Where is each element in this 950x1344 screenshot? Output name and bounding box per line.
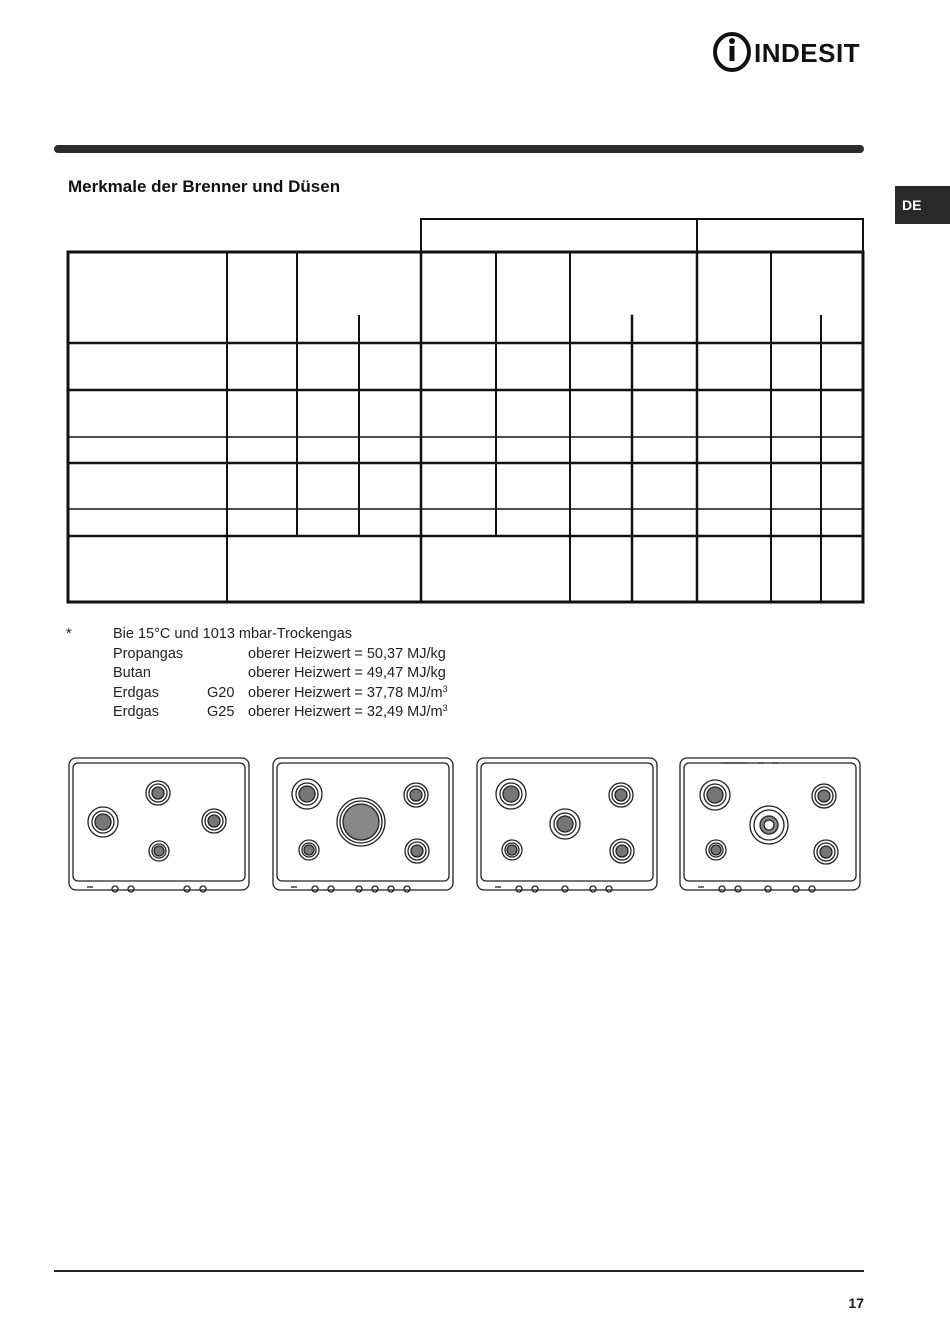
burner-icon [750, 806, 788, 844]
knob-icon [112, 886, 206, 892]
gas-code: G20 [207, 684, 235, 701]
gas-value [248, 684, 448, 704]
burner-icon [550, 809, 580, 839]
table-frame [68, 252, 863, 602]
hob-diagram-3 [475, 755, 659, 895]
gas-value [248, 645, 446, 665]
gas-name: Propangas [113, 645, 184, 662]
section-title: Merkmale der Brenner und Düsen [68, 177, 341, 196]
burner-icon [706, 840, 726, 860]
burner-icon [610, 839, 634, 863]
burner-icon [496, 779, 526, 809]
burner-icon [700, 780, 730, 810]
gas-value [248, 703, 448, 723]
group-header-box [421, 219, 863, 252]
gas-name: Erdgas [113, 704, 159, 720]
footer-rule [54, 1270, 864, 1272]
burner-icon [814, 840, 838, 864]
burner-icon [88, 807, 118, 837]
burner-icon [812, 784, 836, 808]
gas-value [248, 664, 446, 684]
gas-code: G25 [207, 704, 235, 720]
page-number: 17 [848, 1295, 864, 1311]
gas-value-text: oberer Heizwert = 50,37 MJ/kg [248, 645, 446, 662]
svg-text:INDESIT: INDESIT [754, 38, 861, 68]
burner-icon [292, 779, 322, 809]
burner-icon [502, 840, 522, 860]
gas-name: Erdgas [113, 684, 159, 701]
footnote-marker: * [66, 626, 72, 642]
knob-icon [312, 886, 410, 892]
gas-value-sup: 3 [442, 683, 448, 694]
knob-icon [719, 886, 815, 892]
burner-icon [299, 840, 319, 860]
burner-icon [405, 839, 429, 863]
language-tab: DE [895, 186, 950, 224]
knob-icon [516, 886, 612, 892]
burner-icon [609, 783, 633, 807]
burner-icon [146, 781, 170, 805]
burner-icon [404, 783, 428, 807]
burner-nozzle-table [0, 0, 950, 620]
gas-name: Butan [113, 665, 151, 681]
burner-icon [337, 798, 385, 846]
burner-icon [149, 841, 169, 861]
hob-diagram-1 [67, 755, 251, 895]
gas-value-text: oberer Heizwert = 32,49 MJ/m [248, 704, 443, 720]
hob-diagram-4 [678, 755, 862, 895]
gas-value-text: oberer Heizwert = 37,78 MJ/m [248, 684, 443, 701]
hob-diagram-2 [271, 755, 455, 895]
burner-icon [202, 809, 226, 833]
gas-value-sup: 3 [442, 703, 448, 713]
footnote-intro: Bie 15°C und 1013 mbar-Trockengas [113, 626, 353, 642]
gas-value-text: oberer Heizwert = 49,47 MJ/kg [248, 665, 446, 681]
